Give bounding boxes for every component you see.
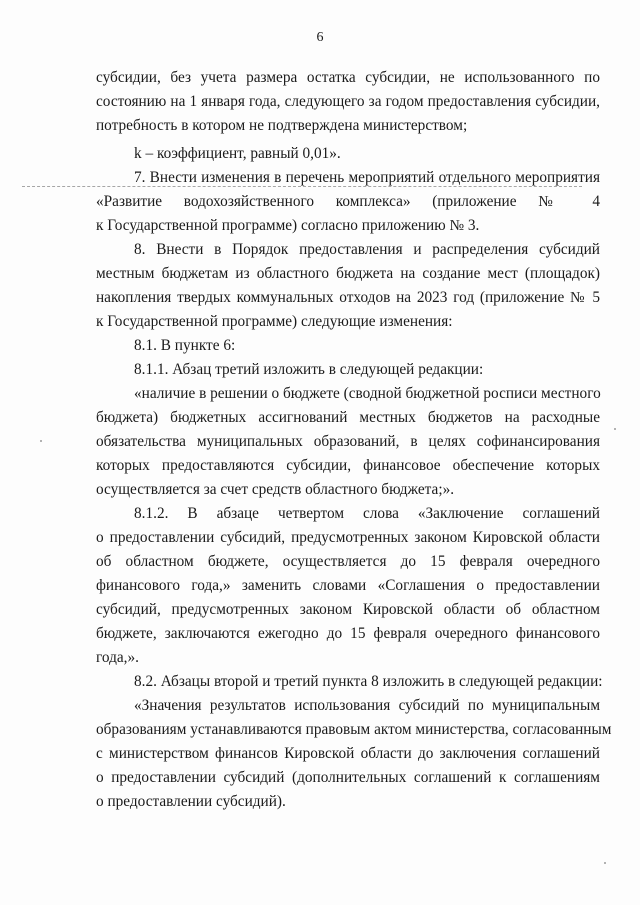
text-line: с министерством финансов Кировской области до заключения соглашений (96, 745, 600, 762)
text-line: которых предоставляются субсидии, финансовое обеспечение которых (96, 457, 600, 474)
text-line: о предоставлении субсидий (дополнительных соглашений к соглашениям (96, 769, 600, 786)
page-number: 6 (316, 30, 324, 45)
text-line: состоянию на 1 января года, следующего за годом предоставления субсидии, (96, 93, 600, 110)
text-line: 8.1.1. Абзац третий изложить в следующей редакции: (134, 361, 484, 378)
text-line: к Государственной программе) следующие изменения: (96, 313, 453, 330)
scan-speck (614, 428, 616, 430)
text-line: 8.2. Абзацы второй и третий пункта 8 изложить в следующей редакции: (134, 673, 603, 690)
text-line: потребность в котором не подтверждена министерством; (96, 117, 468, 134)
text-line: местным бюджетам из областного бюджета на создание мест (площадок) (96, 265, 600, 282)
text-line: 8. Внести в Порядок предоставления и распределения субсидий (134, 241, 600, 258)
text-line: обязательства муниципальных образований, в целях софинансирования (96, 433, 600, 450)
text-line: осуществляется за счет средств областного бюджета;». (96, 481, 455, 498)
text-line: 8.1.2. В абзаце четвертом слова «Заключение соглашений (134, 505, 600, 522)
text-line: о предоставлении субсидий). (96, 793, 286, 810)
text-line: образованиям устанавливаются правовым актом министерства, согласованным (96, 721, 612, 738)
text-line: 8.1. В пункте 6: (134, 337, 236, 354)
text-line: об областном бюджете, осуществляется до 15 февраля очередного (96, 553, 600, 570)
text-line: бюджета) бюджетных ассигнований местных бюджетов на расходные (96, 409, 600, 426)
text-line: «Значения результатов использования субсидий по муниципальным (134, 697, 600, 714)
text-line: «наличие в решении о бюджете (сводной бюджетной росписи местного (134, 385, 601, 402)
text-line: к Государственной программе) согласно приложению № 3. (96, 217, 480, 234)
scan-speck (40, 440, 42, 442)
text-line: субсидий, предусмотренных законом Кировской области об областном (96, 601, 600, 618)
text-line: «Развитие водохозяйственного комплекса» (приложение № 4 (96, 193, 600, 210)
text-line: k – коэффициент, равный 0,01». (134, 145, 341, 162)
text-line: накопления твердых коммунальных отходов на 2023 год (приложение № 5 (96, 289, 600, 306)
text-line: 7. Внести изменения в перечень мероприятий отдельного мероприятия (134, 169, 600, 186)
text-line: субсидии, без учета размера остатка субсидии, не использованного по (96, 69, 600, 86)
scan-speck (604, 862, 606, 864)
text-line: года,». (96, 649, 139, 666)
text-line: финансового года,» заменить словами «Соглашения о предоставлении (96, 577, 600, 594)
text-line: о предоставлении субсидий, предусмотренных законом Кировской области (96, 529, 600, 546)
text-line: бюджете, заключаются ежегодно до 15 февраля очередного финансового (96, 625, 600, 642)
